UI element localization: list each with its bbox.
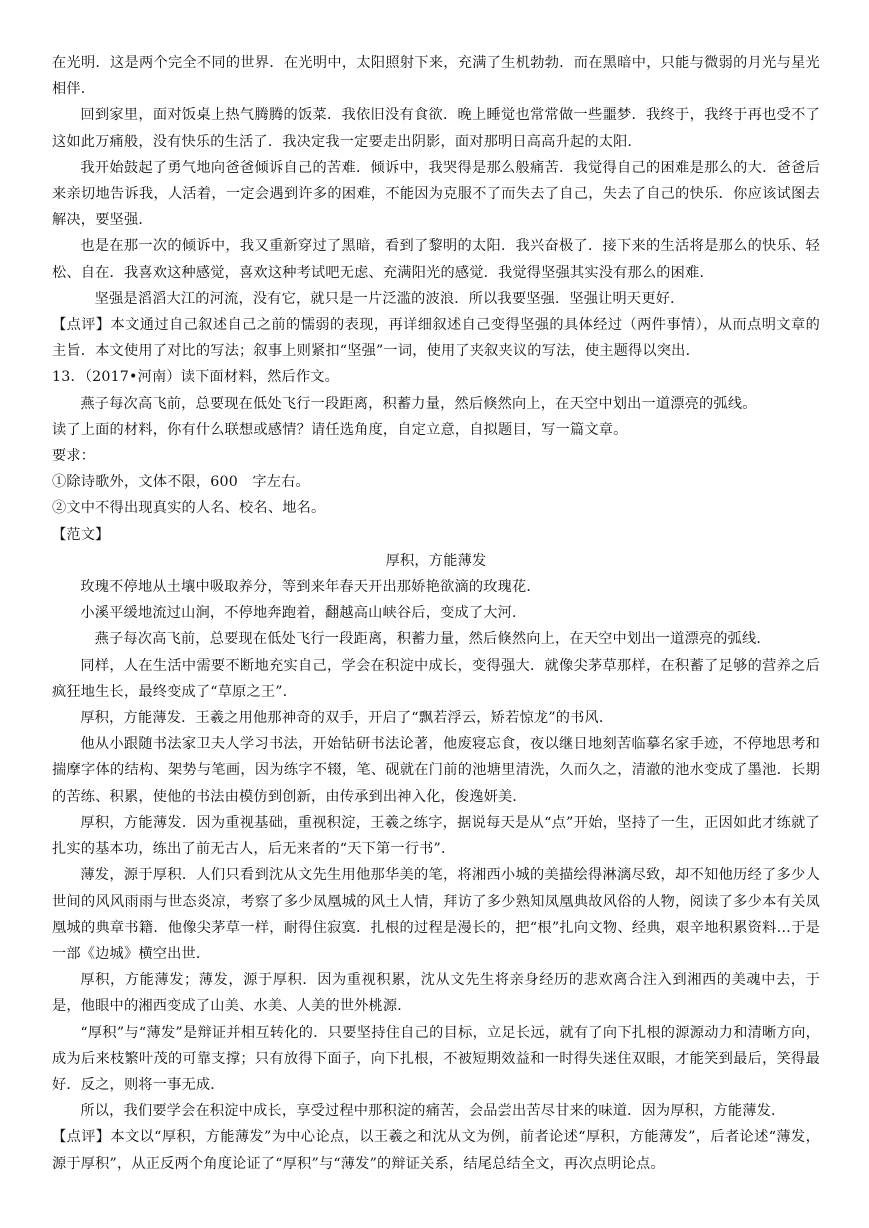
paragraph: 同样，人在生活中需要不断地充实自己，学会在积淀中成长，变得强大．就像尖茅草那样，在积蓄了足够的营养之后疯狂地生长，最终变成了“草原之王”． [52, 657, 820, 700]
document-body [52, 50, 820, 1177]
sample-essay-label: 【范文】 [52, 526, 110, 543]
paragraph: 在光明．这是两个完全不同的世界．在光明中，太阳照射下来，充满了生机勃勃．而在黑暗中，只能与微弱的月光与星光相伴． [52, 55, 820, 98]
paragraph: 薄发，源于厚积．人们只看到沈从文先生用他那华美的笔，将湘西小城的美描绘得淋漓尽致，却不知他历经了多少人世间的风风雨雨与世态炎凉，考察了多少凤凰城的风土人情，拜访了多少熟知凤凰典故风俗的人物，阅读了多少本有关凤凰城的典章书籍．他像尖茅草一样，耐得住寂寞．扎根的过程是漫长的，把“根”扎向文物、经典，艰辛地积累资料…于是一部《边城》横空出世． [52, 867, 820, 962]
paragraph: 厚积，方能薄发．王羲之用他那神奇的双手，开启了“飘若浮云，矫若惊龙”的书风． [80, 710, 614, 727]
paragraph: “厚积”与“薄发”是辩证并相互转化的．只要坚持住自己的目标，立足长远，就有了向下扎根的源源动力和清晰方向，成为后来枝繁叶茂的可靠支撑；只有放得下面子，向下扎根，不被短期效益和一时得失迷住双眼，才能笑到最后，笑得最好．反之，则将一事无成． [52, 1024, 820, 1093]
essay-title: 厚积，方能薄发 [385, 552, 487, 569]
requirements-label: 要求： [52, 448, 96, 465]
paragraph: 他从小跟随书法家卫夫人学习书法，开始钻研书法论著，他废寝忘食，夜以继日地刻苦临摹名家手迹，不停地思考和揣摩字体的结构、架势与笔画，因为练字不辍，笔、砚就在门前的池塘里清洗，久而久之，清澈的池水变成了墨池．长期的苦练、积累，使他的书法由模仿到创新，由传承到出神入化，俊逸妍美． [52, 736, 820, 805]
paragraph: 玫瑰不停地从土壤中吸取养分，等到来年春天开出那娇艳欲滴的玫瑰花． [80, 579, 541, 596]
paragraph: 坚强是滔滔大江的河流，没有它，就只是一片泛滥的波浪．所以我要坚强．坚强让明天更好． [94, 290, 685, 307]
paragraph: 我开始鼓起了勇气地向爸爸倾诉自己的苦难．倾诉中，我哭得是那么般痛苦．我觉得自己的困难是那么的大．爸爸后来亲切地告诉我，人活着，一定会遇到许多的困难，不能因为克服不了而失去了自己，失去了自己的快乐．你应该试图去解决，要坚强． [52, 159, 820, 229]
paragraph: 所以，我们要学会在积淀中成长，享受过程中那积淀的痛苦，会品尝出苦尽甘来的味道．因为厚积，方能薄发． [80, 1103, 786, 1120]
paragraph: 也是在那一次的倾诉中，我又重新穿过了黑暗，看到了黎明的太阳．我兴奋极了．接下来的生活将是那么的快乐、轻松、自在．我喜欢这种感觉，喜欢这种考试吧无虑、充满阳光的感觉．我觉得坚强其实没有那么的困难． [52, 238, 820, 281]
paragraph: 厚积，方能薄发；薄发，源于厚积．因为重视积累，沈从文先生将亲身经历的悲欢离合注入到湘西的美魂中去，于是，他眼中的湘西变成了山美、水美、人美的世外桃源． [52, 972, 820, 1015]
requirement-item: ①除诗歌外，文体不限，600 字左右。 [52, 474, 310, 491]
commentary: 【点评】本文以“厚积，方能薄发”为中心论点，以王羲之和沈从文为例，前者论述“厚积，方能薄发”，后者论述“薄发，源于厚积”，从正反两个角度论证了“厚积”与“薄发”的辩证关系，结尾总结全文，再次点明论点。 [52, 1129, 820, 1172]
commentary: 【点评】本文通过自己叙述自己之前的懦弱的表现，再详细叙述自己变得坚强的具体经过（两件事情），从而点明文章的主旨．本文使用了对比的写法；叙事上则紧扣“坚强”一词，使用了夹叙夹议的写法，使主题得以突出． [52, 317, 820, 360]
requirement-item: ②文中不得出现真实的人名、校名、地名。 [52, 500, 326, 517]
prompt-text: 读了上面的材料，你有什么联想或感情？请任选角度，自定立意，自拟题目，写一篇文章。 [52, 421, 628, 438]
material-text: 燕子每次高飞前，总要现在低处飞行一段距离，积蓄力量，然后倏然向上，在天空中划出一道漂亮的弧线。 [80, 395, 757, 412]
paragraph: 回到家里，面对饭桌上热气腾腾的饭菜．我依旧没有食欲．晚上睡觉也常常做一些噩梦．我终于，我终于再也受不了这如此万痛般，没有快乐的生活了．我决定我一定要走出阴影，面对那明日高高升起的太阳． [52, 107, 820, 150]
question-heading: 13．（2017•河南）读下面材料，然后作文。 [52, 369, 340, 386]
paragraph: 厚积，方能薄发．因为重视基础，重视积淀，王羲之练字，据说每天是从“点”开始，坚持了一生，正因如此才练就了扎实的基本功，练出了前无古人，后无来者的“天下第一行书”． [52, 814, 820, 858]
paragraph: 燕子每次高飞前，总要现在低处飞行一段距离，积蓄力量，然后倏然向上，在天空中划出一道漂亮的弧线． [94, 631, 771, 648]
paragraph: 小溪平缓地流过山涧，不停地奔跑着，翻越高山峡谷后，变成了大河． [80, 605, 527, 622]
